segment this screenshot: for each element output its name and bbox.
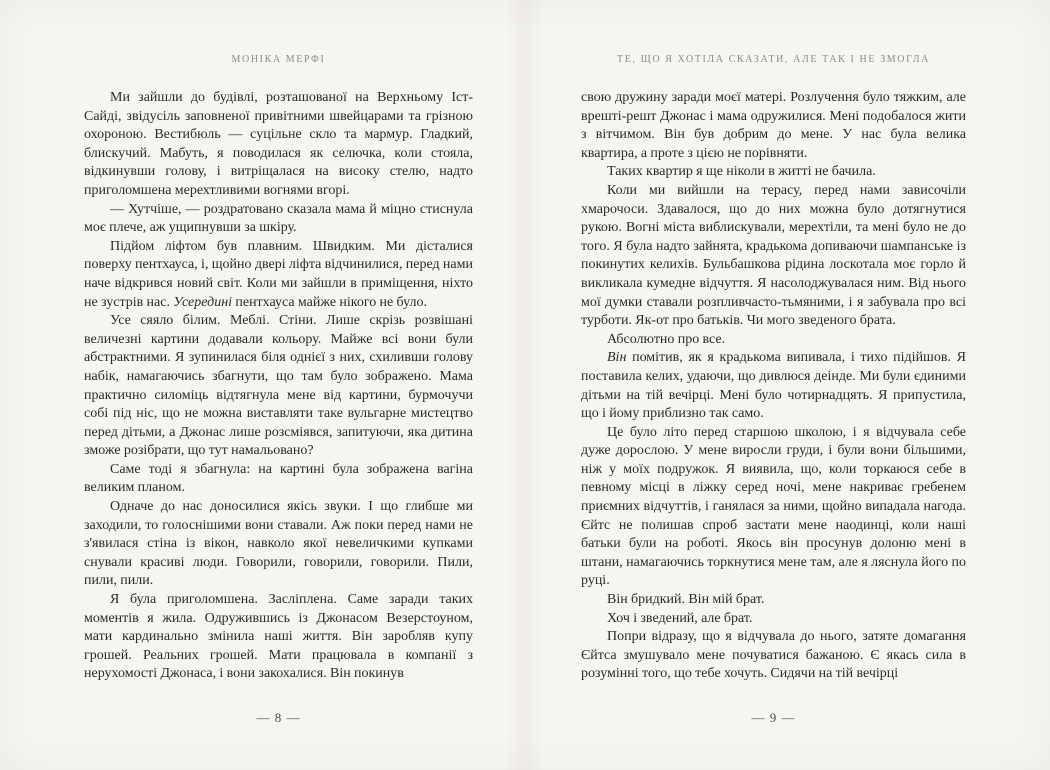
paragraph: Усе сяяло білим. Меблі. Стіни. Лише скрізь розвішані величезні картини додавали кольору. Майже всі вони були абстрактними. Я зупинилася біля однієї з них, схиливши голову набік, намагаючись збагнути, що там було зображено. Мама практично силоміць відтягнула мене від картини, бурмочучи собі під ніс, що не можна виставляти таке вульгарне мистецтво перед дітьми, а Джонас лише розсміявся, запитуючи, яка дитина зможе розібрати, що тут намальовано? (84, 313, 473, 459)
paragraph: Коли ми вийшли на терасу, перед нами зависочіли хмарочоси. Здавалося, що до них можна було дотягнутися рукою. Вогні міста виблискували, мерехтіли, та мені було не до того. Я була надто зайнята, крадькома допиваючи шампанське із покинутих келихів. Бульбашкова рідина лоскотала моє горло й викликала кумедне відчуття. Я насолоджувалася ним. Від нього мої думки ставали розпливчасто-тьмяними, і я забувала про всі турботи. Як-от про батьків. Чи мого зведеного брата. (581, 182, 966, 329)
running-header-author: МОНІКА МЕРФІ (231, 54, 326, 65)
paragraph: Він помітив, як я крадькома випивала, і тихо підійшов. Я поставила келих, удаючи, що дивлюся деінде. Ми були єдиними дітьми на тій вечірці. Мені було чотирнадцять. Я припустила, що і йому приблизно так само. (581, 350, 966, 422)
paragraph: Таких квартир я ще ніколи в житті не бачила. (607, 164, 876, 180)
paragraph: Попри відразу, що я відчувала до нього, затяте домагання Єйтса змушувало мене почуватися бажаною. Є якась сила в розумінні того, що тебе хочуть. Сидячи на тій вечірці (581, 629, 966, 682)
page-body-right (581, 89, 966, 684)
paragraph: свою дружину заради моєї матері. Розлучення було тяжким, але врешті-решт Джонас і мама одружилися. Мені подобалося жити з вітчимом. Він був добрим до мене. У нас була велика квартира, а проте з цією не порівняти. (581, 90, 966, 161)
book-page-right (525, 0, 1050, 770)
paragraph: — Хутчіше, — роздратовано сказала мама й міцно стиснула моє плече, аж ущипнувши за шкіру. (84, 201, 473, 236)
paragraph: Одначе до нас доносилися якісь звуки. І що глибше ми заходили, то голоснішими вони ставали. Аж поки перед нами не з'явилася стіна із вікон, навколо якої невеличкими купками снували красиві люди. Говорили, говорили, говорили. Пили, пили, пили. (84, 499, 473, 589)
paragraph: Абсолютно про все. (607, 331, 726, 347)
page-number-right: — 9 — (751, 710, 796, 725)
paragraph: Саме тоді я збагнула: на картині була зображена вагіна великим планом. (84, 461, 473, 496)
paragraph: Я була приголомшена. Засліплена. Саме заради таких моментів я жила. Одружившись із Джонасом Везерстоуном, мати кардинально змінила наші життя. Він заробляв купу грошей. Реальних грошей. Мати працювала в компанії з нерухомості Джонаса, і вони закохалися. Він покинув (84, 592, 473, 682)
page-body-left (84, 89, 473, 684)
paragraph: Підйом ліфтом був плавним. Швидким. Ми дісталися поверху пентхауса, і, щойно двері ліфта відчинилися, перед нами наче відкрився новий світ. Коли ми зайшли в приміщення, ніхто не зустрів нас. Усередині пентхауса майже нікого не було. (84, 238, 473, 310)
running-header-title: ТЕ, ЩО Я ХОТІЛА СКАЗАТИ, АЛЕ ТАК І НЕ ЗМОГЛА (617, 54, 930, 65)
paragraph: Він бридкий. Він мій брат. (607, 592, 765, 608)
paragraph: Це було літо перед старшою школою, і я відчувала себе дуже дорослою. У мене виросли груди, і були вони більшими, ніж у моїх подружок. Я виявила, що, коли торкаюся себе в певному місці в ліжку серед ночі, мене накриває гребенем приємних відчуттів, і ганялася за ними, щойно випадала нагода. Єйтс не полишав спроб застати мене наодинці, коли наші батьки були на роботі. Якось він просунув долоню мені в штани, намагаючись торкнутися мене там, але я ляснула його по руці. (581, 424, 966, 589)
paragraph: Ми зайшли до будівлі, розташованої на Верхньому Іст-Сайді, звідусіль заповненої привітними швейцарами та грізною охороною. Вестибюль — суцільне скло та мармур. Гладкий, блискучий. Мабуть, я поводилася як селючка, коли стояла, відкинувши голову, і витріщалася на високу стелю, надто приголомшена мерехтливими вогнями вгорі. (84, 90, 473, 198)
page-number-left: — 8 — (256, 710, 301, 725)
paragraph: Хоч і зведений, але брат. (607, 610, 753, 626)
